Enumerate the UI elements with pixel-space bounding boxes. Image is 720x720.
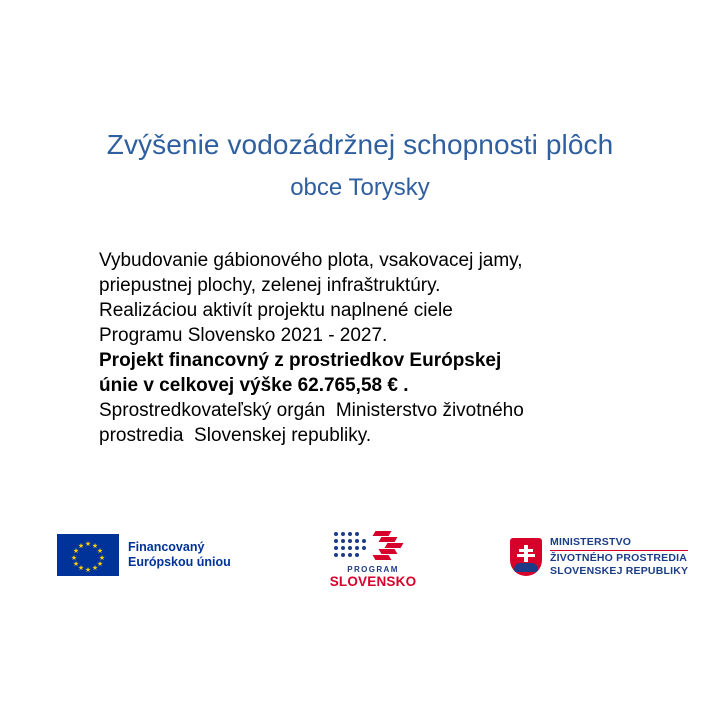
body-line: priepustnej plochy, zelenej infraštruktúry.	[99, 275, 441, 296]
logo-row	[0, 528, 720, 598]
eu-logo-line1: Financovaný	[128, 540, 205, 554]
ministry-logo-line2: ŽIVOTNÉHO PROSTREDIA	[550, 552, 688, 564]
ministry-logo-line1: MINISTERSTVO	[550, 536, 632, 548]
eu-flag-icon: ★ ★ ★ ★ ★ ★ ★ ★ ★ ★ ★ ★	[57, 534, 119, 576]
page-subtitle: obce Torysky	[290, 173, 430, 201]
program-slovensko-mark-icon	[330, 528, 416, 562]
body-line-bold: Projekt financovný z prostriedkov Európskej	[99, 350, 502, 371]
eu-flag-logo	[57, 534, 231, 576]
body-line: Vybudovanie gábionového plota, vsakovacej jamy,	[99, 250, 523, 271]
body-line: prostredia Slovenskej republiky.	[99, 425, 372, 446]
ministry-environment-logo	[510, 536, 688, 578]
body-line-bold: únie v celkovej výške 62.765,58 € .	[99, 375, 409, 396]
body-line: Realizáciou aktivít projektu naplnené ciele	[99, 300, 453, 321]
ministry-logo-text	[550, 536, 688, 578]
body-text	[99, 248, 659, 448]
program-slovensko-label-small: PROGRAM	[347, 565, 399, 574]
program-slovensko-logo	[327, 528, 419, 589]
ministry-logo-line3: SLOVENSKEJ REPUBLIKY	[550, 565, 689, 577]
body-line: Programu Slovensko 2021 - 2027.	[99, 325, 388, 346]
body-line: Sprostredkovateľský orgán Ministerstvo životného	[99, 400, 524, 421]
eu-logo-line2: Európskou úniou	[128, 555, 231, 569]
program-slovensko-label-big: SLOVENSKO	[329, 574, 417, 589]
divider	[550, 550, 688, 551]
page-title: Zvýšenie vodozádržnej schopnosti plôch	[106, 129, 614, 160]
dot-grid-icon	[334, 532, 378, 560]
slovak-coat-of-arms-icon	[510, 538, 542, 576]
title-block	[0, 128, 720, 202]
eu-logo-text	[128, 540, 231, 570]
